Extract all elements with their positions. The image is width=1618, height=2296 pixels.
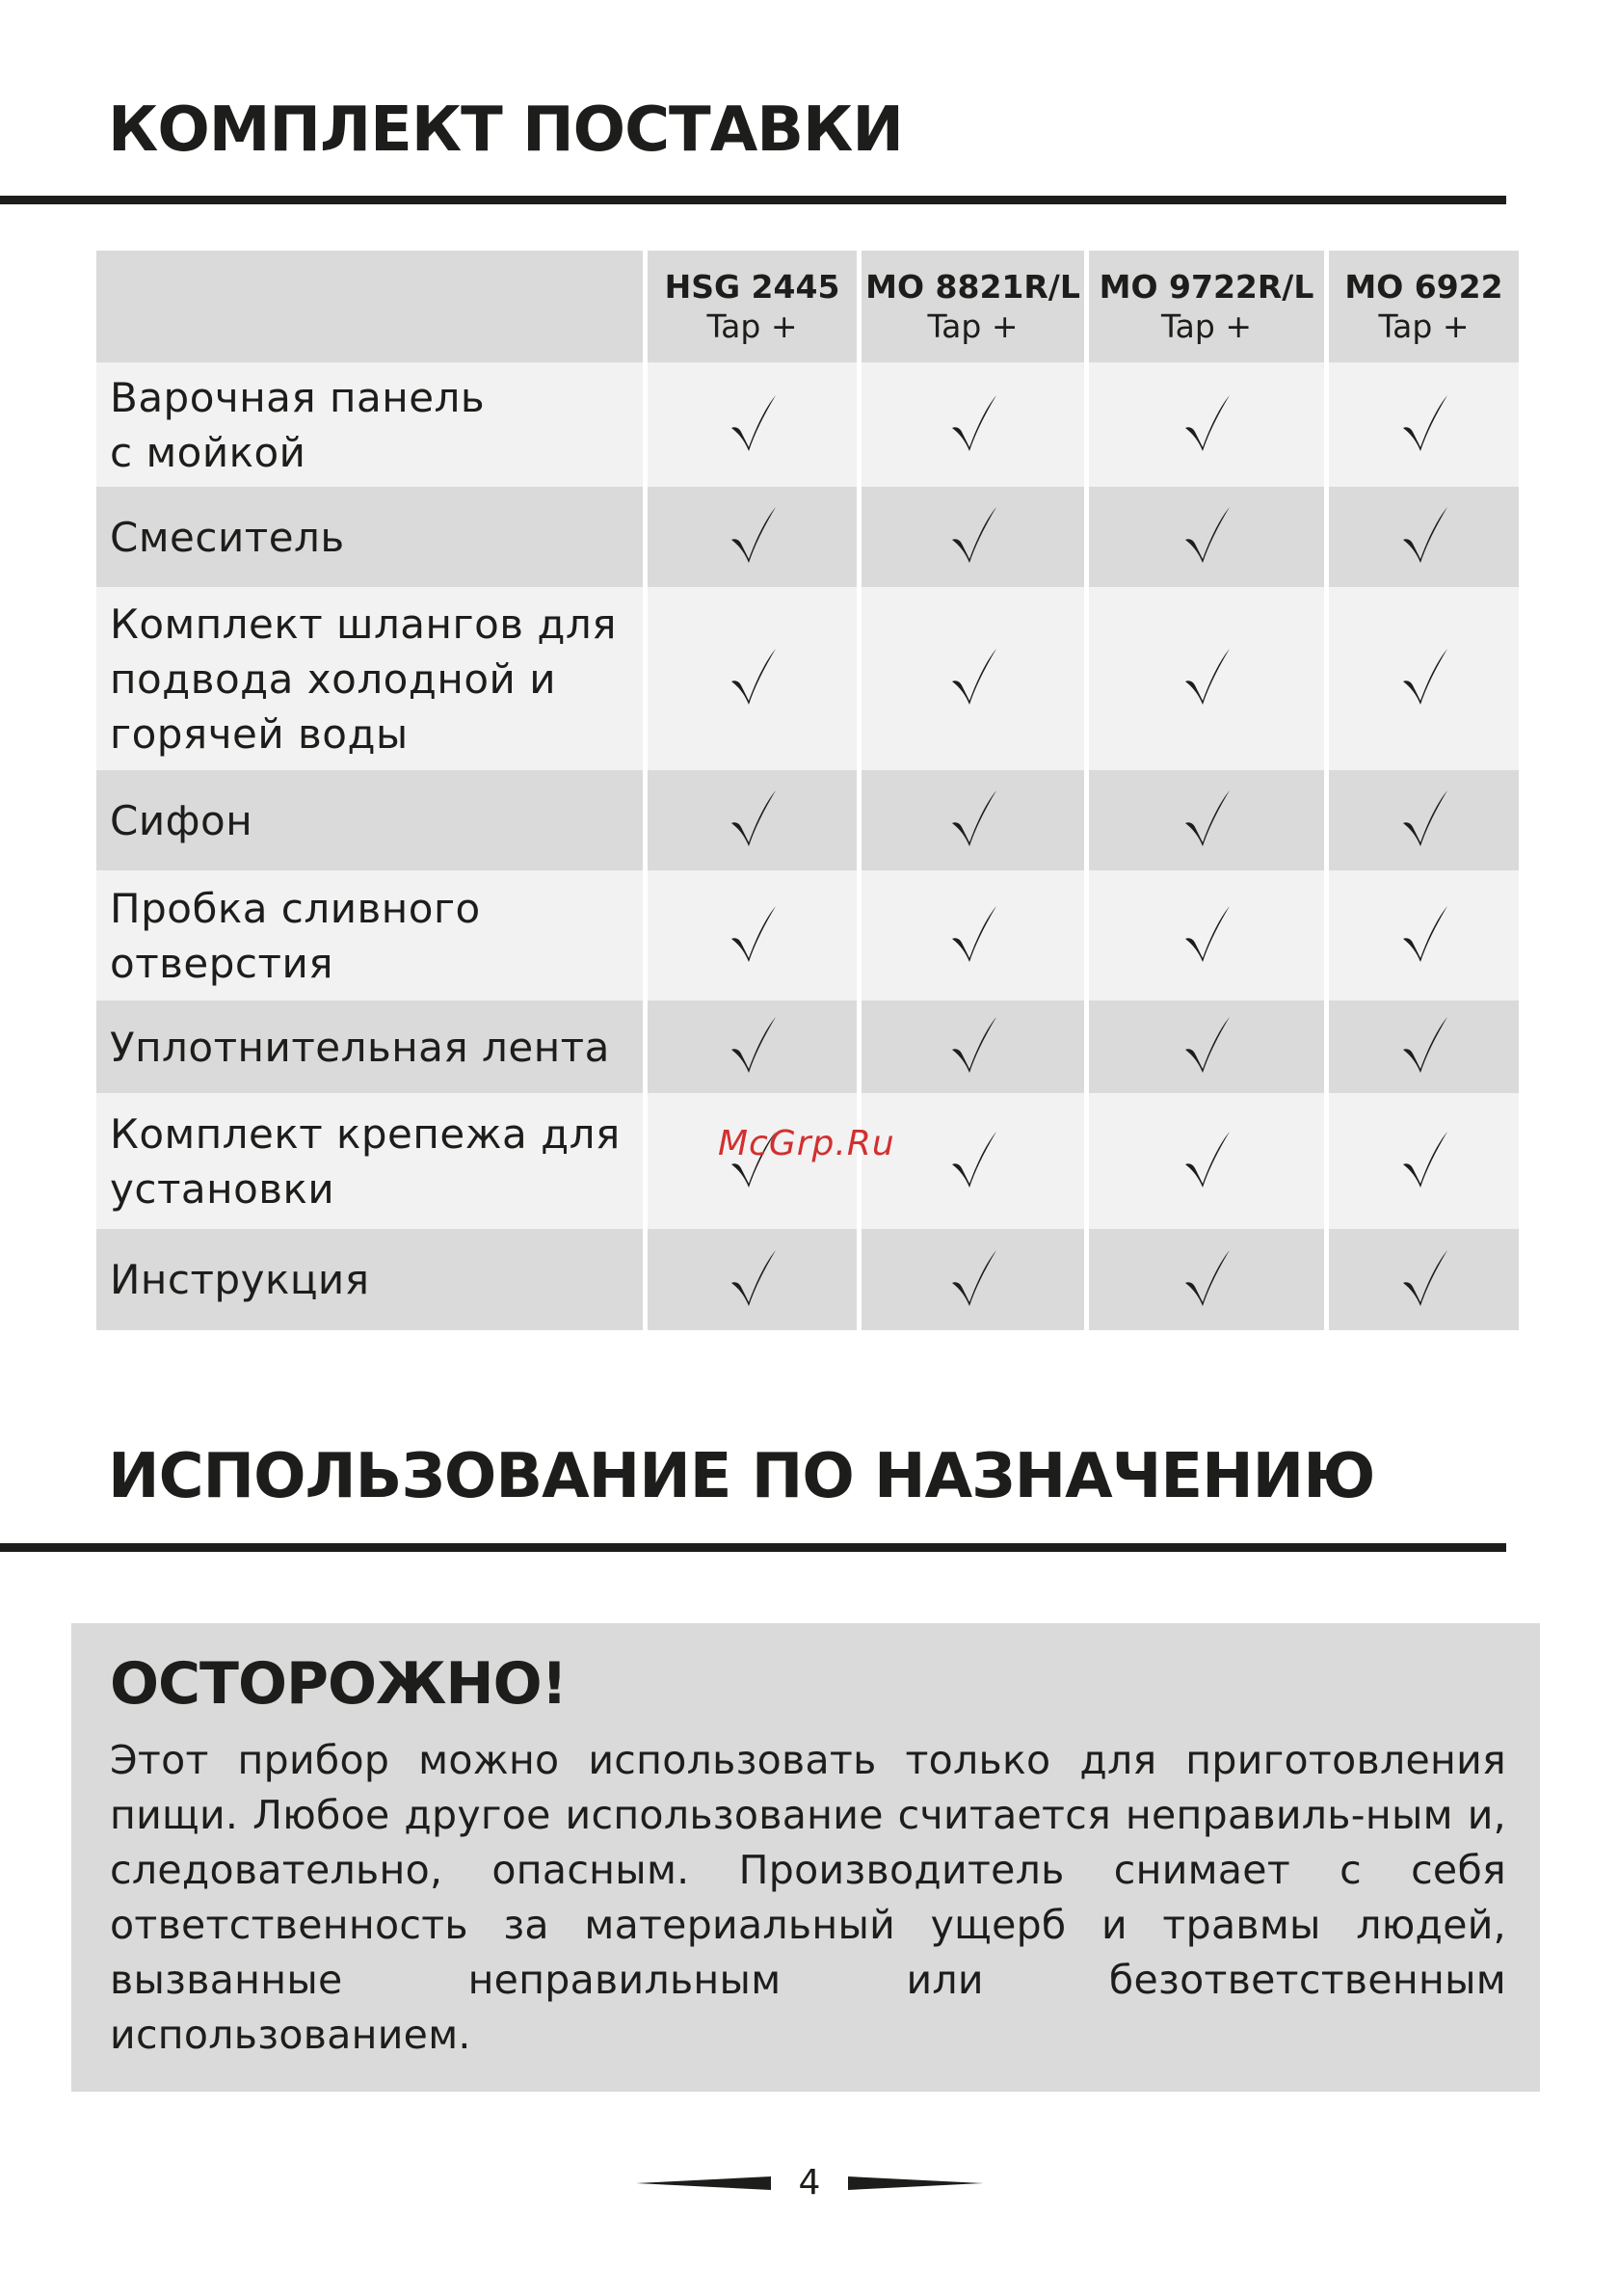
- included-cell: [862, 587, 1089, 770]
- included-cell: [1329, 770, 1519, 870]
- checkmark-icon: [1399, 949, 1449, 968]
- caution-box: [71, 1623, 1540, 2092]
- row-label: Смеситель: [96, 487, 648, 587]
- checkmark-icon: [728, 1175, 778, 1193]
- checkmark-icon: [1399, 550, 1449, 569]
- arrow-left-icon: [636, 2176, 771, 2191]
- checkmark-icon: [948, 692, 998, 710]
- checkmark-icon: [728, 550, 778, 569]
- checkmark-icon: [1399, 1175, 1449, 1193]
- checkmark-icon: [1399, 439, 1449, 457]
- table-row: [96, 1229, 1519, 1330]
- table-row: [96, 487, 1519, 587]
- checkmark-icon: [728, 949, 778, 968]
- checkmark-icon: [1181, 1060, 1232, 1079]
- included-cell: [1089, 1001, 1329, 1093]
- package-contents-table: [96, 251, 1519, 1330]
- page-number: 4: [798, 2163, 821, 2203]
- caution-text: Этот прибор можно использовать только для приготовления пищи. Любое другое использование считается неправиль-ным и, следовательно, опасным. Производитель снимает с себя ответственность за материальный ущерб и травмы людей, вызванные неправильным или безответственным использованием.: [110, 1737, 1506, 2058]
- included-cell: [1329, 587, 1519, 770]
- header-model-1: HSG 2445 Tap +: [648, 251, 862, 362]
- included-cell: [862, 362, 1089, 487]
- checkmark-icon: [1181, 439, 1232, 457]
- checkmark-icon: [948, 949, 998, 968]
- included-cell: [862, 1001, 1089, 1093]
- row-label: Сифон: [96, 770, 648, 870]
- row-label: Уплотнительная лента: [96, 1001, 648, 1093]
- header-empty-cell: [96, 251, 648, 362]
- included-cell: [648, 1001, 862, 1093]
- row-label: Инструкция: [96, 1229, 648, 1330]
- checkmark-icon: [1399, 692, 1449, 710]
- checkmark-icon: [948, 1294, 998, 1312]
- included-cell: [648, 362, 862, 487]
- checkmark-icon: [728, 1060, 778, 1079]
- checkmark-icon: [728, 834, 778, 852]
- included-cell: [1089, 1229, 1329, 1330]
- checkmark-icon: [948, 1175, 998, 1193]
- included-cell: [1089, 1093, 1329, 1229]
- row-label: Комплект шлангов для подвода холодной и горячей воды: [96, 587, 648, 770]
- header-model-2: MO 8821R/L Tap +: [862, 251, 1089, 362]
- included-cell: [648, 870, 862, 1001]
- section-title-intended-use: ИСПОЛЬЗОВАНИЕ ПО НАЗНАЧЕНИЮ: [108, 1441, 1375, 1512]
- table-row: [96, 770, 1519, 870]
- checkmark-icon: [1181, 949, 1232, 968]
- arrow-right-icon: [848, 2176, 983, 2191]
- checkmark-icon: [1181, 692, 1232, 710]
- watermark: McGrp.Ru: [718, 1124, 895, 1163]
- title-underline: [0, 1543, 1506, 1552]
- included-cell: [1329, 487, 1519, 587]
- checkmark-icon: [1399, 1294, 1449, 1312]
- included-cell: [862, 870, 1089, 1001]
- checkmark-icon: [1399, 834, 1449, 852]
- included-cell: [648, 487, 862, 587]
- checkmark-icon: [728, 439, 778, 457]
- checkmark-icon: [728, 692, 778, 710]
- included-cell: [1089, 870, 1329, 1001]
- title-underline: [0, 196, 1506, 204]
- included-cell: [862, 487, 1089, 587]
- included-cell: [1089, 487, 1329, 587]
- header-model-4: MO 6922 Tap +: [1344, 268, 1503, 345]
- included-cell: [648, 1229, 862, 1330]
- included-cell: [1089, 362, 1329, 487]
- included-cell: [1329, 870, 1519, 1001]
- section-title-package-contents: КОМПЛЕКТ ПОСТАВКИ: [108, 94, 903, 166]
- checkmark-icon: [1181, 550, 1232, 569]
- checkmark-icon: [948, 1060, 998, 1079]
- included-cell: [648, 587, 862, 770]
- row-label: Пробка сливного отверстия: [96, 870, 648, 1001]
- table-row: [96, 870, 1519, 1001]
- checkmark-icon: [728, 1294, 778, 1312]
- included-cell: [862, 1093, 1089, 1229]
- checkmark-icon: [1399, 1060, 1449, 1079]
- checkmark-icon: [948, 834, 998, 852]
- included-cell: [1329, 1001, 1519, 1093]
- table-row: [96, 587, 1519, 770]
- included-cell: [1089, 770, 1329, 870]
- table-row: [96, 1001, 1519, 1093]
- included-cell: [862, 770, 1089, 870]
- checkmark-icon: [1181, 834, 1232, 852]
- included-cell: [1089, 587, 1329, 770]
- row-label: Комплект крепежа для установки: [96, 1093, 648, 1229]
- caution-title: ОСТОРОЖНО!: [110, 1650, 567, 1718]
- included-cell: [1329, 1229, 1519, 1330]
- page-footer: [0, 2159, 1618, 2207]
- checkmark-icon: [948, 439, 998, 457]
- checkmark-icon: [1181, 1175, 1232, 1193]
- row-label: Варочная панель с мойкой: [96, 362, 648, 487]
- included-cell: [648, 770, 862, 870]
- header-model-3: MO 9722R/L Tap +: [1089, 251, 1329, 362]
- included-cell: [1329, 1093, 1519, 1229]
- checkmark-icon: [948, 550, 998, 569]
- checkmark-icon: [1181, 1294, 1232, 1312]
- included-cell: [862, 1229, 1089, 1330]
- table-header-row: [96, 251, 1519, 362]
- table-row: [96, 362, 1519, 487]
- included-cell: [1329, 362, 1519, 487]
